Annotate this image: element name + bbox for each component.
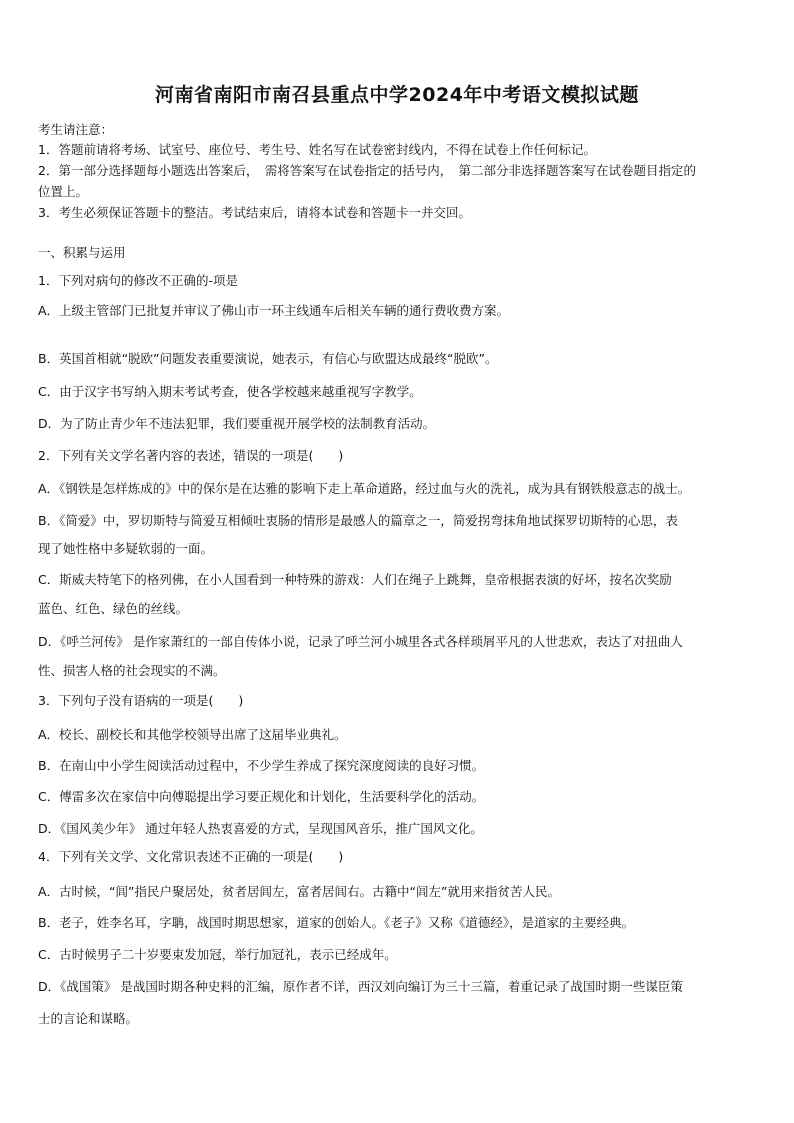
question-option-a: A．古时候，“闾”指民户聚居处，贫者居闾左，富者居闾右。古籍中“闾左”就用来指贫苦人民。: [38, 884, 560, 899]
notice-item: 1．答题前请将考场、试室号、座位号、考生号、姓名写在试卷密封线内，不得在试卷上作任何标记。: [38, 142, 596, 157]
question-stem: 2．下列有关文学名著内容的表述，错误的一项是( ): [38, 448, 344, 463]
question-option-d: D．《战国策》 是战国时期各种史料的汇编，原作者不详，西汉刘向编订为三十三篇，着重记录了战国时期一些谋臣策: [38, 979, 683, 994]
question-option-c: C．古时候男子二十岁要束发加冠，举行加冠礼，表示已经成年。: [38, 947, 397, 962]
question-option-b: B．《简爱》中，罗切斯特与简爱互相倾吐衷肠的情形是最感人的篇章之一，简爱拐弯抹角地试探罗切斯特的心思，表: [38, 513, 678, 528]
question-option-a: A．《钢铁是怎样炼成的》中的保尔是在达雅的影响下走上革命道路，经过血与火的洗礼，成为具有钢铁般意志的战士。: [38, 481, 691, 496]
notice-item: 2．第一部分选择题每小题选出答案后， 需将答案写在试卷指定的括号内， 第二部分非选择题答案写在试卷题目指定的: [38, 163, 696, 178]
question-option-c: C．斯威夫特笔下的格列佛，在小人国看到一种特殊的游戏：人们在绳子上跳舞，皇帝根据表演的好坏，按名次奖励: [38, 572, 672, 587]
question-option-a: A．校长、副校长和其他学校领导出席了这届毕业典礼。: [38, 727, 347, 742]
question-option-d: D．《呼兰河传》 是作家萧红的一部自传体小说，记录了呼兰河小城里各式各样琐屑平凡的人世悲欢，表达了对扭曲人: [38, 634, 683, 649]
notice-heading: 考生请注意：: [38, 122, 114, 137]
page-title: 河南省南阳市南召县重点中学2024年中考语文模拟试题: [155, 84, 639, 106]
question-option-b-continued: 现了她性格中多疑软弱的一面。: [38, 541, 214, 556]
notice-item: 3．考生必须保证答题卡的整洁。考试结束后，请将本试卷和答题卡一并交回。: [38, 205, 471, 220]
question-stem: 4．下列有关文学、文化常识表述不正确的一项是( ): [38, 849, 344, 864]
question-option-a: A．上级主管部门已批复并审议了佛山市一环主线通车后相关车辆的通行费收费方案。: [38, 303, 510, 318]
question-stem: 3．下列句子没有语病的一项是( ): [38, 693, 244, 708]
question-option-c: C．由于汉字书写纳入期末考试考查，使各学校越来越重视写字教学。: [38, 384, 422, 399]
question-option-b: B．在南山中小学生阅读活动过程中，不少学生养成了探究深度阅读的良好习惯。: [38, 758, 485, 773]
question-option-c: C．傅雷多次在家信中向傅聪提出学习要正规化和计划化，生活要科学化的活动。: [38, 789, 485, 804]
question-option-c-continued: 蓝色、红色、绿色的丝线。: [38, 601, 189, 616]
section-heading: 一、积累与运用: [38, 245, 126, 260]
question-option-d: D．《国风美少年》 通过年轻人热衷喜爱的方式，呈现国风音乐，推广国风文化。: [38, 821, 483, 836]
question-option-d-continued: 性、损害人格的社会现实的不满。: [38, 663, 226, 678]
notice-item-continued: 位置上。: [38, 184, 89, 199]
question-stem: 1．下列对病句的修改不正确的-项是: [38, 273, 238, 288]
question-option-d: D．为了防止青少年不违法犯罪，我们要重视开展学校的法制教育活动。: [38, 416, 436, 431]
question-option-d-continued: 士的言论和谋略。: [38, 1011, 139, 1026]
question-option-b: B．老子，姓李名耳，字聃，战国时期思想家，道家的创始人。《老子》又称《道德经》，是道家的主要经典。: [38, 915, 635, 930]
question-option-b: B．英国首相就“脱欧”问题发表重要演说，她表示，有信心与欧盟达成最终“脱欧”。: [38, 351, 498, 366]
